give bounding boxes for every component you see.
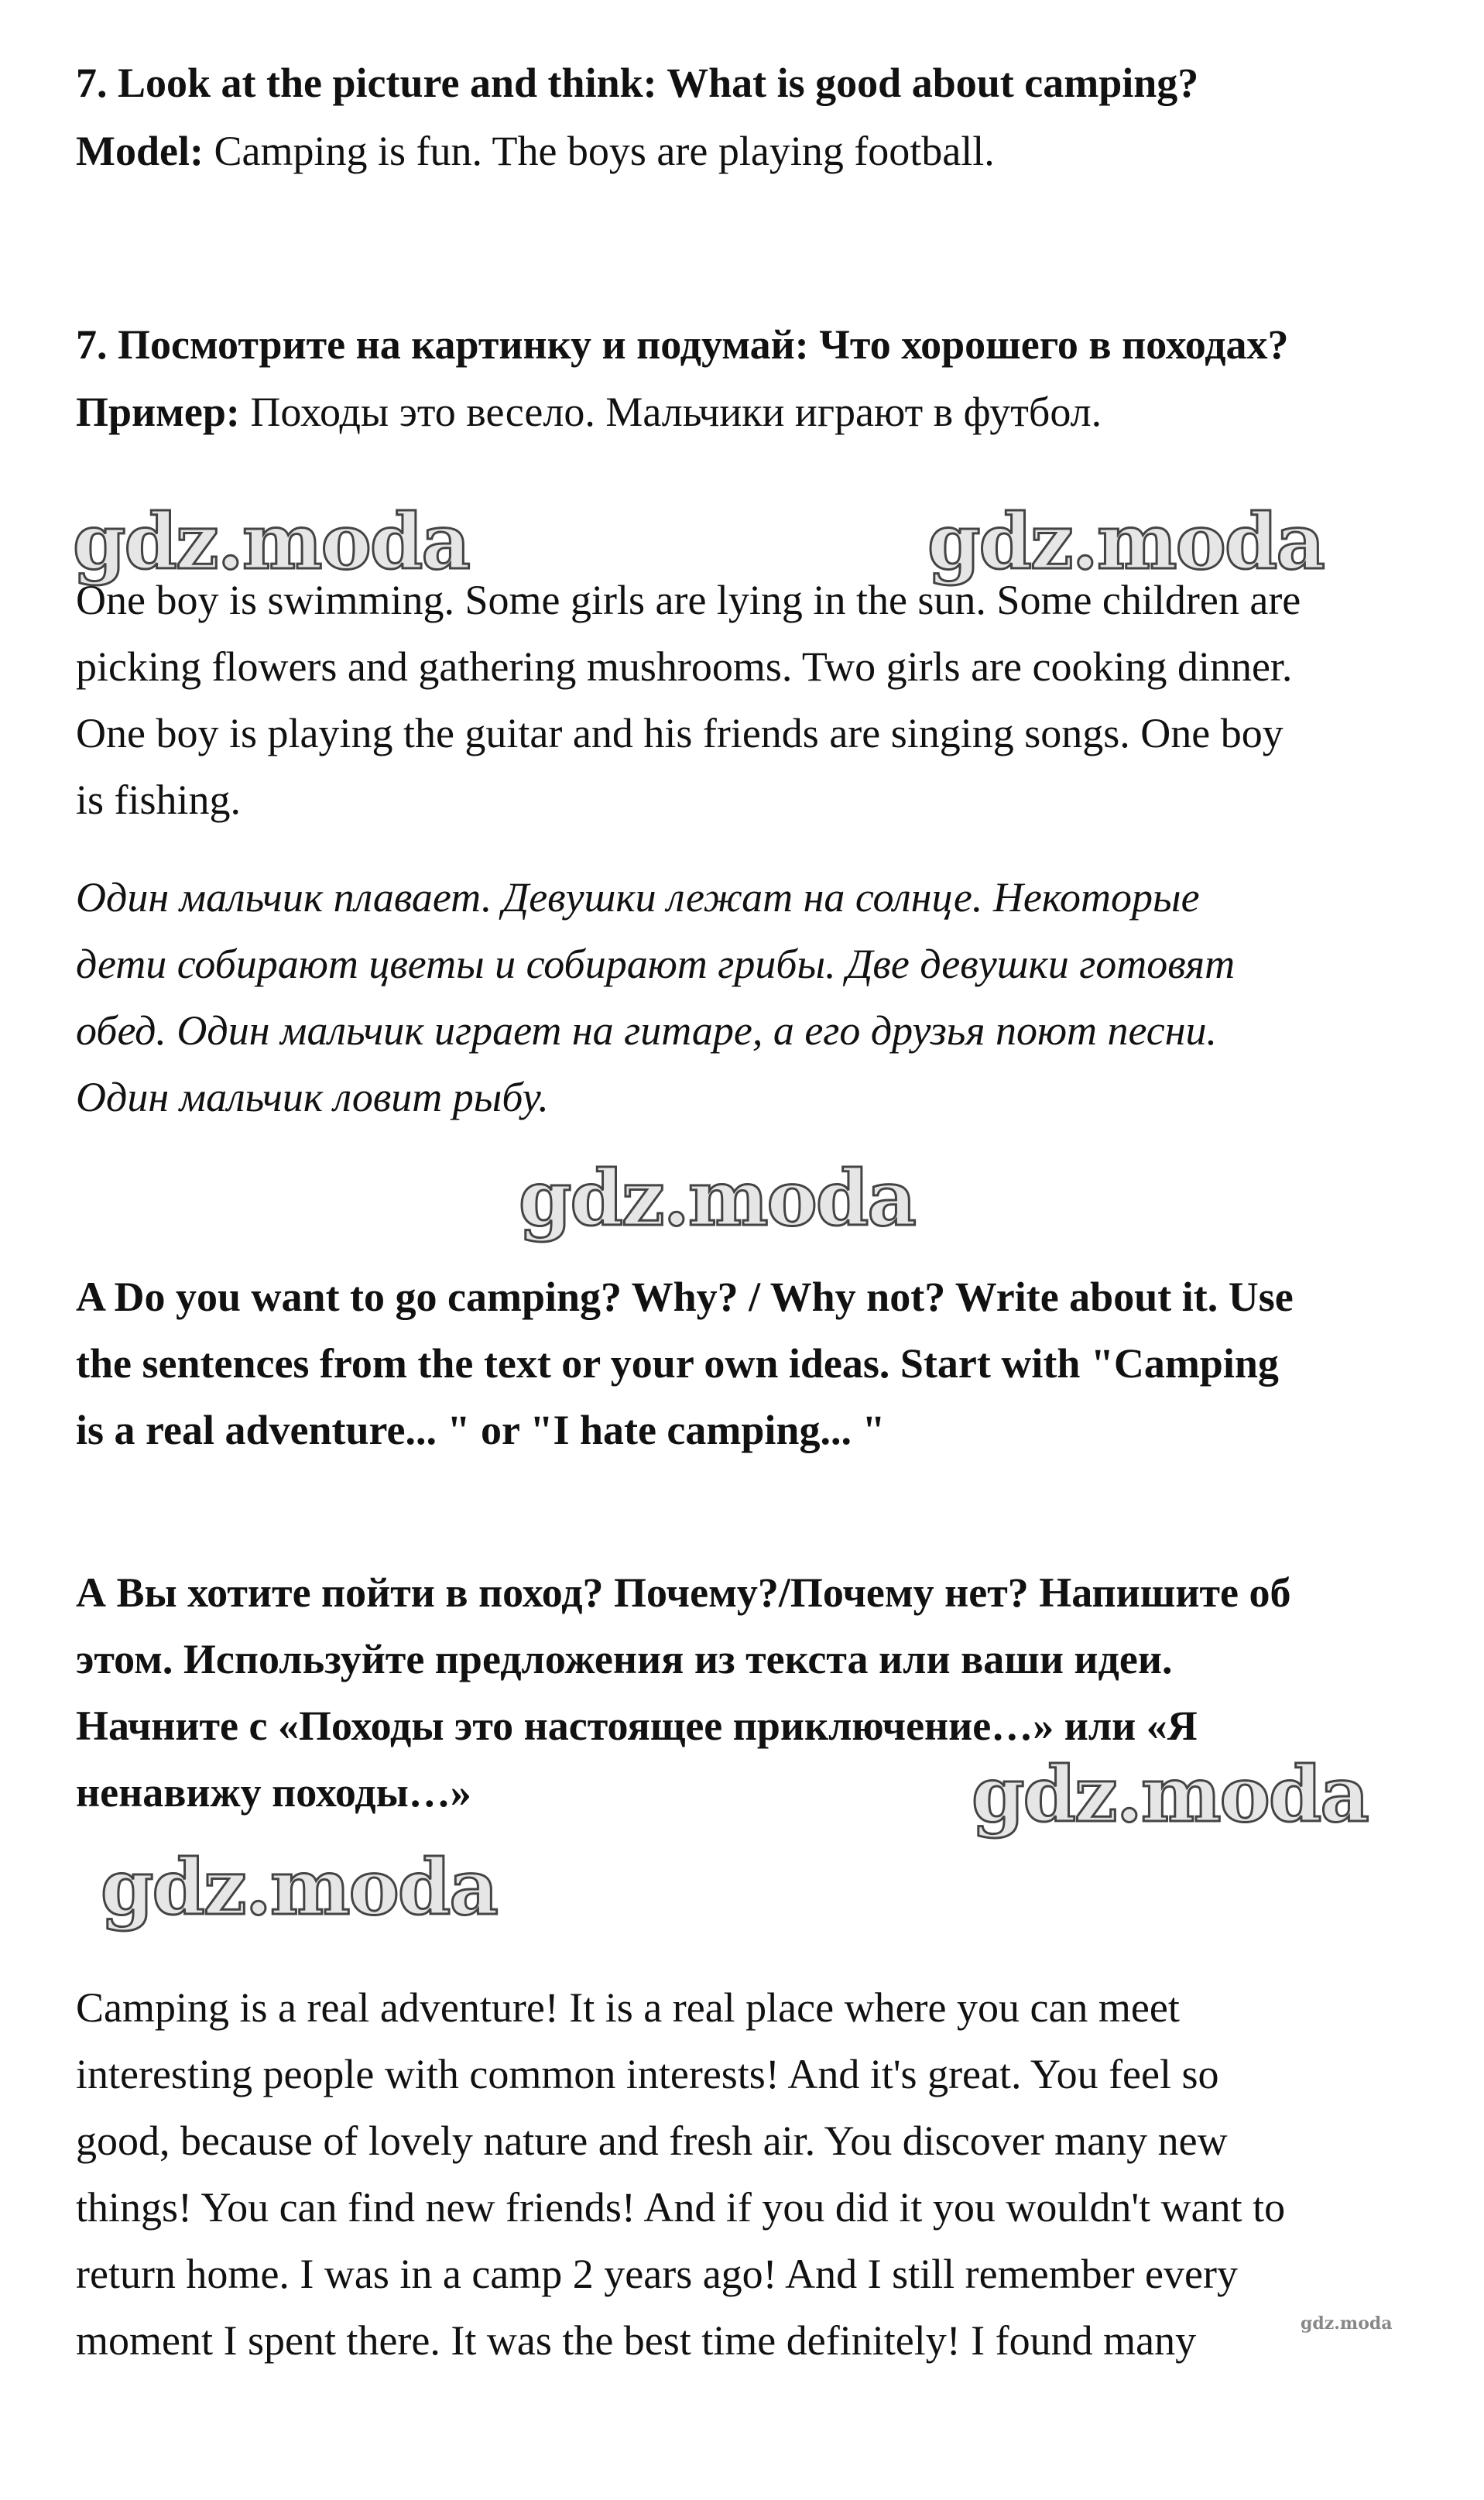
essay-line: things! You can find new friends! And if you did it you wouldn't want to (76, 2184, 1286, 2231)
task-a-ru-line: А Вы хотите пойти в поход? Почему?/Почему нет? Напишите об (76, 1569, 1291, 1616)
watermark-logo: gdz.moda (101, 1843, 497, 1932)
task7-ru-model (76, 391, 1102, 433)
task7-heading: 7. Look at the picture and think: What is good about camping? (76, 60, 1199, 106)
task-a-ru-line: Начните с «Походы это настоящее приключение…» или «Я (76, 1703, 1198, 1749)
task7-ru-model-text: Походы это весело. Мальчики играют в футбол. (239, 389, 1102, 435)
task-a-line: is a real adventure... " or "I hate camping... " (76, 1407, 886, 1453)
answer-ru-line: Один мальчик плавает. Девушки лежат на солнце. Некоторые (76, 874, 1200, 921)
essay-line: return home. I was in a camp 2 years ago! And I still remember every (76, 2251, 1238, 2297)
watermark-logo: gdz.moda (73, 498, 469, 587)
essay-line: interesting people with common interests! And it's great. You feel so (76, 2051, 1219, 2097)
watermark-logo: gdz.moda (519, 1154, 915, 1243)
watermark-logo: gdz.moda (927, 498, 1324, 587)
answer-en-line: is fishing. (76, 777, 242, 823)
watermark-logo: gdz.moda (972, 1751, 1368, 1840)
essay-line: good, because of lovely nature and fresh air. You discover many new (76, 2118, 1228, 2164)
watermark-small: gdz.moda (1301, 2313, 1393, 2334)
task-a-line: the sentences from the text or your own ideas. Start with "Camping (76, 1340, 1279, 1387)
task-a-ru-line: этом. Используйте предложения из текста или ваши идеи. (76, 1636, 1173, 1682)
task-a-line: A Do you want to go camping? Why? / Why not? Write about it. Use (76, 1274, 1294, 1320)
answer-ru-line: Один мальчик ловит рыбу. (76, 1074, 549, 1120)
essay-line: Camping is a real adventure! It is a real place where you can meet (76, 1984, 1180, 2031)
task7-model-label: Model: (76, 128, 204, 174)
task7-model (76, 130, 995, 172)
answer-ru-line: дети собирают цветы и собирают грибы. Две девушки готовят (76, 941, 1236, 987)
task7-model-text: Camping is fun. The boys are playing football. (203, 128, 995, 174)
answer-en-line: One boy is swimming. Some girls are lying in the sun. Some children are (76, 577, 1301, 623)
task-a-ru-line: ненавижу походы…» (76, 1769, 471, 1816)
answer-ru-line: обед. Один мальчик играет на гитаре, а его друзья поют песни. (76, 1007, 1218, 1054)
essay-line: moment I spent there. It was the best time definitely! I found many (76, 2317, 1197, 2364)
task7-ru-model-label: Пример: (76, 389, 240, 435)
answer-en-line: picking flowers and gathering mushrooms. Two girls are cooking dinner. (76, 643, 1293, 690)
task7-ru-heading: 7. Посмотрите на картинку и подумай: Что хорошего в походах? (76, 321, 1289, 368)
answer-en-line: One boy is playing the guitar and his friends are singing songs. One boy (76, 710, 1284, 756)
